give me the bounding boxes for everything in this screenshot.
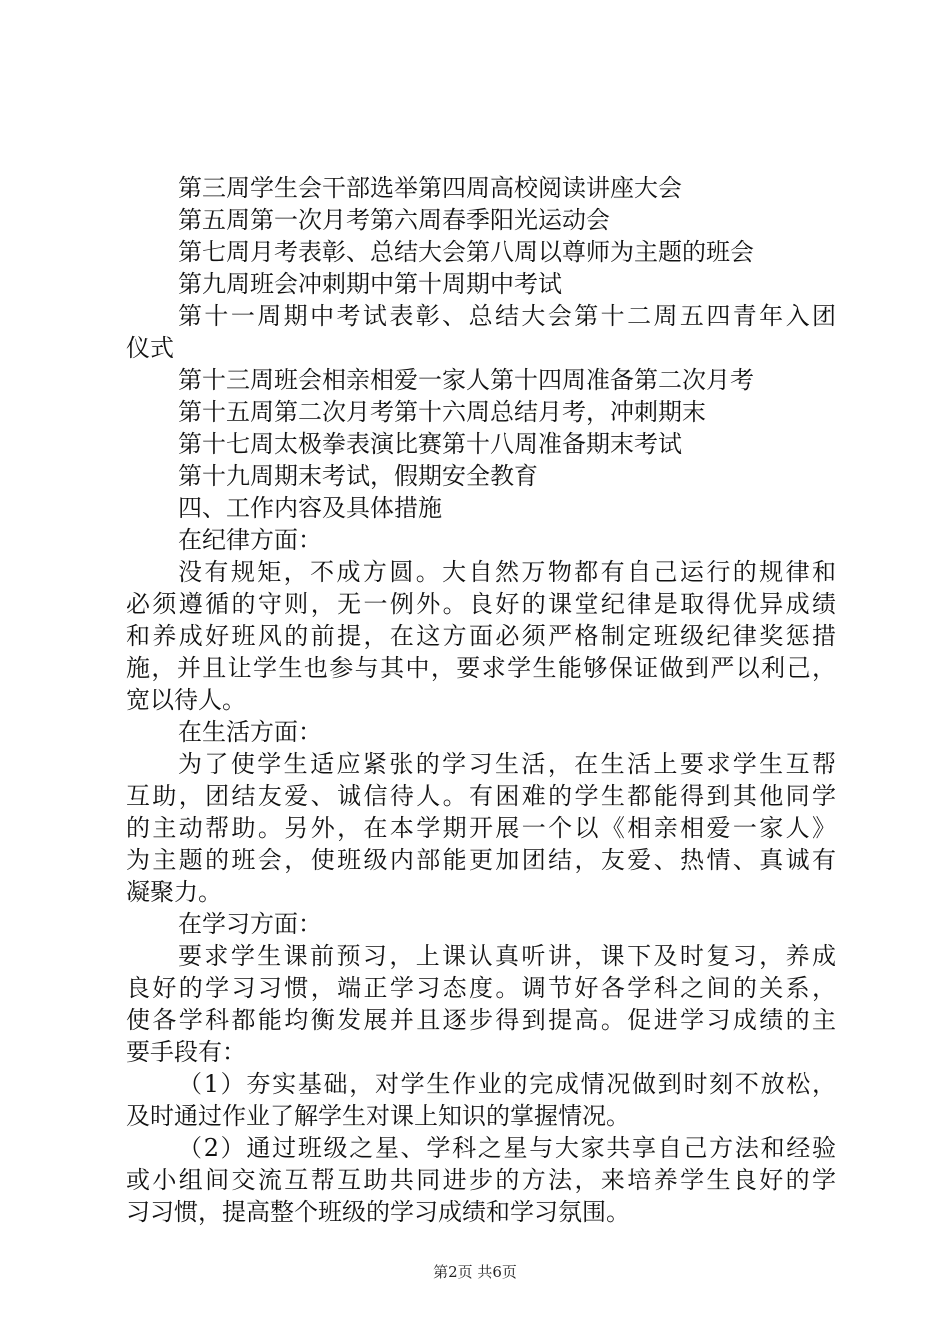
page-number-label: 第2页 共6页 [433, 1263, 517, 1281]
paragraph-study-line: 使各学科都能均衡发展并且逐步得到提高。促进学习成绩的主 [126, 1006, 836, 1034]
section-heading-work-content: 四、工作内容及具体措施 [178, 494, 442, 522]
study-measure-2-line: （2）通过班级之星、学科之星与大家共享自己方法和经验 [178, 1134, 836, 1162]
page-footer [0, 1262, 950, 1282]
subheading-life: 在生活方面： [178, 718, 322, 746]
paragraph-discipline-line: 没有规矩，不成方圆。大自然万物都有自己运行的规律和 [178, 558, 836, 586]
schedule-line-week-11-12-cont: 仪式 [126, 334, 174, 362]
subheading-discipline: 在纪律方面： [178, 526, 322, 554]
paragraph-discipline-line: 必须遵循的守则，无一例外。良好的课堂纪律是取得优异成绩 [126, 590, 836, 618]
subheading-study: 在学习方面： [178, 910, 322, 938]
study-measure-2-line: 习习惯，提高整个班级的学习成绩和学习氛围。 [126, 1198, 630, 1226]
schedule-line-week-13-14: 第十三周班会相亲相爱一家人第十四周准备第二次月考 [178, 366, 754, 394]
document-body [126, 172, 836, 1228]
paragraph-life-line: 互助，团结友爱、诚信待人。有困难的学生都能得到其他同学 [126, 782, 836, 810]
schedule-line-week-3-4: 第三周学生会干部选举第四周高校阅读讲座大会 [178, 174, 682, 202]
schedule-line-week-9-10: 第九周班会冲刺期中第十周期中考试 [178, 270, 562, 298]
paragraph-study-line: 要手段有： [126, 1038, 246, 1066]
paragraph-discipline-line: 施，并且让学生也参与其中，要求学生能够保证做到严以利己， [126, 654, 836, 682]
schedule-line-week-15-16: 第十五周第二次月考第十六周总结月考，冲刺期末 [178, 398, 706, 426]
study-measure-1-line: 及时通过作业了解学生对课上知识的掌握情况。 [126, 1102, 630, 1130]
schedule-line-week-5-6: 第五周第一次月考第六周春季阳光运动会 [178, 206, 610, 234]
paragraph-study-line: 要求学生课前预习，上课认真听讲，课下及时复习，养成 [178, 942, 836, 970]
schedule-line-week-19: 第十九周期末考试，假期安全教育 [178, 462, 538, 490]
paragraph-life-line: 为了使学生适应紧张的学习生活，在生活上要求学生互帮 [178, 750, 836, 778]
schedule-line-week-17-18: 第十七周太极拳表演比赛第十八周准备期末考试 [178, 430, 682, 458]
schedule-line-week-11-12: 第十一周期中考试表彰、总结大会第十二周五四青年入团 [178, 302, 836, 330]
paragraph-life-line: 为主题的班会，使班级内部能更加团结，友爱、热情、真诚有 [126, 846, 836, 874]
study-measure-1-line: （1）夯实基础，对学生作业的完成情况做到时刻不放松， [178, 1070, 836, 1098]
paragraph-discipline-line: 和养成好班风的前提，在这方面必须严格制定班级纪律奖惩措 [126, 622, 836, 650]
schedule-line-week-7-8: 第七周月考表彰、总结大会第八周以尊师为主题的班会 [178, 238, 754, 266]
paragraph-discipline-line: 宽以待人。 [126, 686, 246, 714]
paragraph-study-line: 良好的学习习惯，端正学习态度。调节好各学科之间的关系， [126, 974, 836, 1002]
paragraph-life-line: 的主动帮助。另外，在本学期开展一个以《相亲相爱一家人》 [126, 814, 836, 842]
study-measure-2-line: 或小组间交流互帮互助共同进步的方法，来培养学生良好的学 [126, 1166, 836, 1194]
paragraph-life-line: 凝聚力。 [126, 878, 222, 906]
